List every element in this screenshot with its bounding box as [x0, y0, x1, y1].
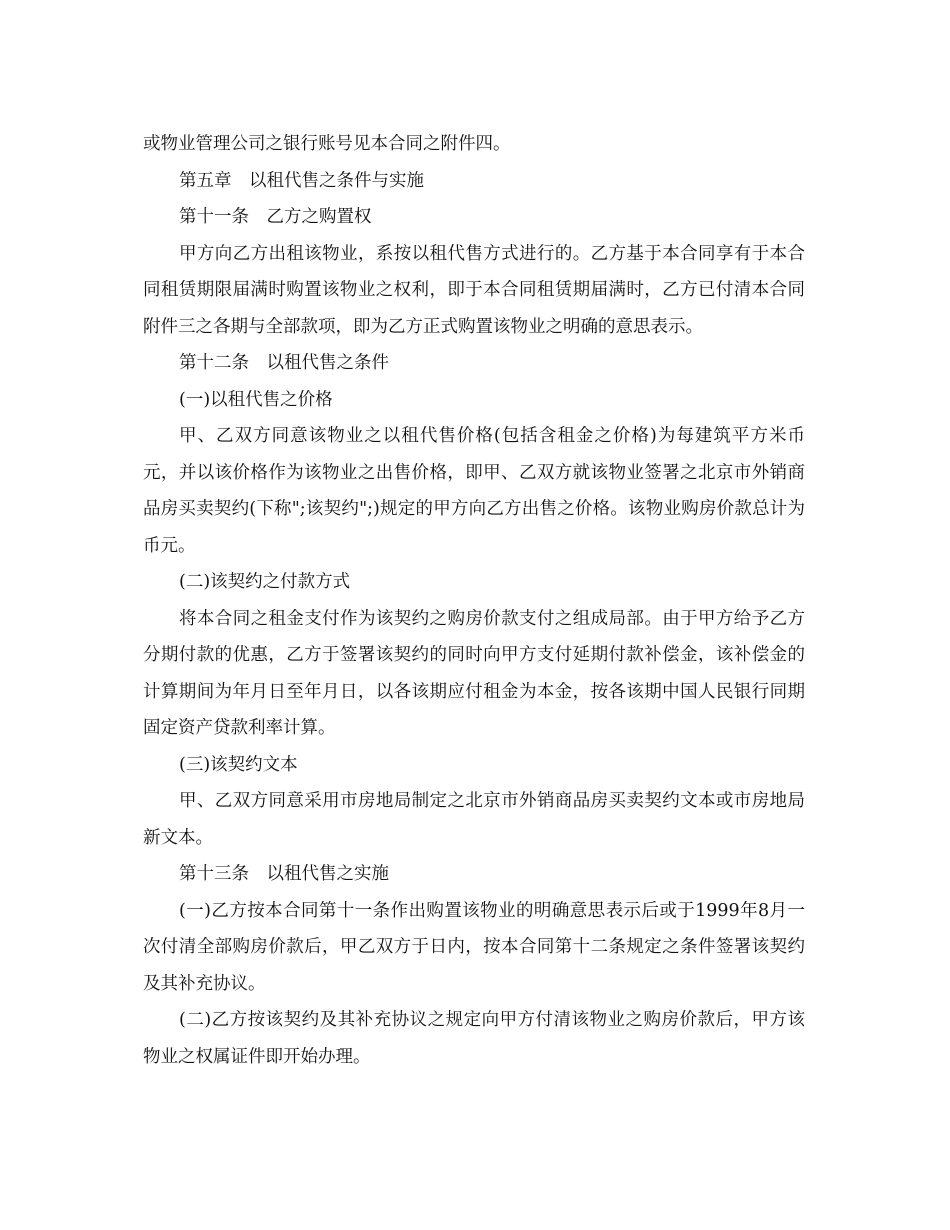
subheading-contract-text: (三)该契约文本 [179, 754, 298, 775]
article-heading-11: 第十一条 乙方之购置权 [179, 207, 372, 227]
chapter-heading-5: 第五章 以租代售之条件与实施 [179, 170, 424, 191]
paragraph-payment: 将本合同之租金支付作为该契约之购房价款支付之组成局部。由于甲方给予乙方分期付款的优惠，乙方于签署该契约的同时向甲方支付延期付款补偿金，该补偿金的计算期间为年月日至年月日，以各该期应付租金为本金，按各该期中国人民银行同期固定资产贷款利率计算。 [143, 608, 805, 738]
paragraph-implementation-2: (二)乙方按该契约及其补充协议之规定向甲方付清该物业之购房价款后，甲方该物业之权属证件即开始办理。 [143, 1010, 805, 1067]
subheading-payment: (二)该契约之付款方式 [179, 572, 351, 592]
paragraph-contract-text: 甲、乙双方同意采用市房地局制定之北京市外销商品房买卖契约文本或市房地局新文本。 [143, 791, 805, 848]
article-heading-12: 第十二条 以租代售之条件 [179, 353, 389, 373]
paragraph-purchase-right: 甲方向乙方出租该物业，系按以租代售方式进行的。乙方基于本合同享有于本合同租赁期限届满时购置该物业之权利，即于本合同租赁期届满时，乙方已付清本合同附件三之各期与全部款项，即为乙方正式购置该物业之明确的意思表示。 [143, 243, 805, 337]
article-heading-13: 第十三条 以租代售之实施 [179, 864, 389, 884]
document-body [143, 126, 805, 1075]
paragraph-implementation-1: (一)乙方按本合同第十一条作出购置该物业的明确意思表示后或于1999年8月一次付清全部购房价款后，甲乙双方于日内，按本合同第十二条规定之条件签署该契约及其补充协议。 [143, 900, 805, 994]
paragraph-1: 或物业管理公司之银行账号见本合同之附件四。 [143, 134, 511, 154]
subheading-price: (一)以租代售之价格 [179, 389, 333, 410]
paragraph-price: 甲、乙双方同意该物业之以租代售价格(包括含租金之价格)为每建筑平方米币元，并以该价格作为该物业之出售价格，即甲、乙双方就该物业签署之北京市外销商品房买卖契约(下称";该契约";)规定的甲方向乙方出售之价格。该物业购房价款总计为币元。 [143, 426, 805, 556]
